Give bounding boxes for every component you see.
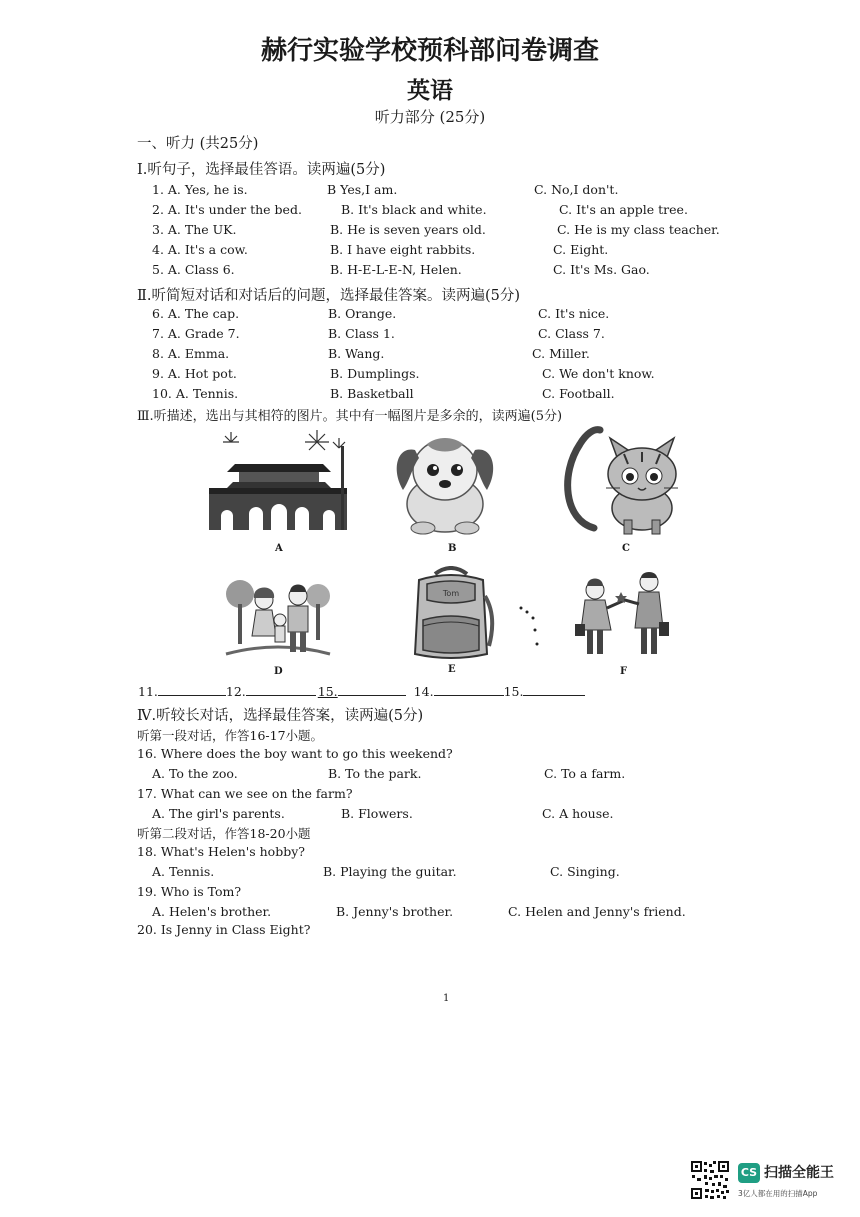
picture-a-gate bbox=[205, 428, 351, 536]
q4-option-c: C. Eight. bbox=[553, 242, 609, 257]
q10-option-a: 10. A. Tennis. bbox=[152, 386, 239, 401]
page-title: 赫行实验学校预科部问卷调查 bbox=[260, 36, 599, 66]
q8-option-a: 8. A. Emma. bbox=[152, 346, 230, 361]
q10-option-c: C. Football. bbox=[542, 386, 615, 401]
camscanner-brand: 扫描全能王 bbox=[764, 1165, 834, 1181]
blank-11[interactable] bbox=[158, 683, 226, 696]
q7-option-a: 7. A. Grade 7. bbox=[152, 326, 240, 341]
q9-option-a: 9. A. Hot pot. bbox=[152, 366, 237, 381]
picture-f-handshake bbox=[515, 568, 685, 660]
q16-option-b: B. To the park. bbox=[328, 766, 422, 781]
part-heading: 一、听力 (共25分) bbox=[137, 136, 259, 152]
q17-question: 17. What can we see on the farm? bbox=[137, 786, 353, 801]
q17-option-b: B. Flowers. bbox=[341, 806, 413, 821]
blank-14[interactable] bbox=[434, 683, 504, 696]
answer-blanks bbox=[138, 683, 585, 699]
blank-13-label: 15. bbox=[317, 684, 338, 699]
q10-option-b: B. Basketball bbox=[330, 386, 414, 401]
camscanner-tagline: 3亿人都在用的扫描App bbox=[738, 1189, 818, 1198]
section-2-heading: Ⅱ.听简短对话和对话后的问题，选择最佳答案。读两遍(5分) bbox=[137, 288, 521, 304]
q3-option-c: C. He is my class teacher. bbox=[557, 222, 720, 237]
q19-option-b: B. Jenny's brother. bbox=[336, 904, 454, 919]
subject-title: 英语 bbox=[407, 77, 453, 104]
q19-option-c: C. Helen and Jenny's friend. bbox=[508, 904, 686, 919]
blank-12-label: 12. bbox=[225, 684, 246, 699]
section-4-heading: Ⅳ.听较长对话，选择最佳答案，读两遍(5分) bbox=[137, 708, 424, 724]
q16-option-c: C. To a farm. bbox=[544, 766, 626, 781]
section-3-heading: Ⅲ.听描述，选出与其相符的图片。其中有一幅图片是多余的，读两遍(5分) bbox=[137, 409, 563, 424]
q16-option-a: A. To the zoo. bbox=[152, 766, 238, 781]
q9-option-c: C. We don't know. bbox=[542, 366, 655, 381]
q8-option-c: C. Miller. bbox=[532, 346, 590, 361]
q4-option-a: 4. A. It's a cow. bbox=[152, 242, 248, 257]
section-title: 听力部分 (25分) bbox=[374, 108, 486, 126]
q20-question: 20. Is Jenny in Class Eight? bbox=[137, 922, 311, 937]
q5-option-c: C. It's Ms. Gao. bbox=[553, 262, 650, 277]
blank-13[interactable] bbox=[338, 683, 406, 696]
q1-option-b: B Yes,I am. bbox=[327, 182, 398, 197]
q18-option-c: C. Singing. bbox=[550, 864, 620, 879]
q19-option-a: A. Helen's brother. bbox=[152, 904, 272, 919]
q9-option-b: B. Dumplings. bbox=[330, 366, 420, 381]
picture-b-label: B bbox=[448, 543, 457, 554]
q16-question: 16. Where does the boy want to go this weekend? bbox=[137, 746, 453, 761]
q17-option-c: C. A house. bbox=[542, 806, 614, 821]
q2-option-a: 2. A. It's under the bed. bbox=[152, 202, 302, 217]
blank-15-label: 15. bbox=[503, 684, 524, 699]
q7-option-b: B. Class 1. bbox=[328, 326, 395, 341]
dialogue-1-instruction: 听第一段对话，作答16-17小题。 bbox=[137, 728, 324, 743]
dialogue-2-instruction: 听第二段对话，作答18-20小题 bbox=[137, 826, 311, 841]
q6-option-b: B. Orange. bbox=[328, 306, 397, 321]
picture-e-schoolbag bbox=[405, 566, 497, 662]
qr-code-icon bbox=[690, 1160, 730, 1200]
picture-b-dog bbox=[383, 426, 507, 536]
blank-11-label: 11. bbox=[138, 684, 158, 699]
blank-14-label: 14. bbox=[413, 684, 434, 699]
q18-option-a: A. Tennis. bbox=[152, 864, 215, 879]
picture-c-label: C bbox=[622, 543, 630, 554]
section-1-heading: I.听句子，选择最佳答语。读两遍(5分) bbox=[137, 162, 386, 178]
page-number: 1 bbox=[443, 993, 450, 1004]
picture-c-cat bbox=[560, 424, 692, 538]
q7-option-c: C. Class 7. bbox=[538, 326, 605, 341]
q4-option-b: B. I have eight rabbits. bbox=[330, 242, 476, 257]
blank-15[interactable] bbox=[523, 683, 585, 696]
camscanner-logo-icon: CS bbox=[738, 1163, 760, 1183]
q5-option-b: B. H-E-L-E-N, Helen. bbox=[330, 262, 462, 277]
q3-option-b: B. He is seven years old. bbox=[330, 222, 486, 237]
q19-question: 19. Who is Tom? bbox=[137, 884, 242, 899]
q3-option-a: 3. A. The UK. bbox=[152, 222, 237, 237]
picture-a-label: A bbox=[275, 543, 283, 554]
picture-e-label: E bbox=[448, 664, 456, 675]
svg-text:Tom: Tom bbox=[442, 589, 460, 598]
q6-option-a: 6. A. The cap. bbox=[152, 306, 240, 321]
q17-option-a: A. The girl's parents. bbox=[152, 806, 285, 821]
picture-f-label: F bbox=[620, 666, 628, 677]
q5-option-a: 5. A. Class 6. bbox=[152, 262, 235, 277]
q2-option-b: B. It's black and white. bbox=[341, 202, 487, 217]
q18-option-b: B. Playing the guitar. bbox=[323, 864, 457, 879]
picture-d-label: D bbox=[274, 666, 283, 677]
blank-12[interactable] bbox=[246, 683, 316, 696]
q8-option-b: B. Wang. bbox=[328, 346, 385, 361]
picture-d-family bbox=[222, 564, 334, 662]
q1-option-a: 1. A. Yes, he is. bbox=[152, 182, 248, 197]
q18-question: 18. What's Helen's hobby? bbox=[137, 844, 305, 859]
q1-option-c: C. No,I don't. bbox=[534, 182, 619, 197]
q2-option-c: C. It's an apple tree. bbox=[559, 202, 688, 217]
q6-option-c: C. It's nice. bbox=[538, 306, 610, 321]
